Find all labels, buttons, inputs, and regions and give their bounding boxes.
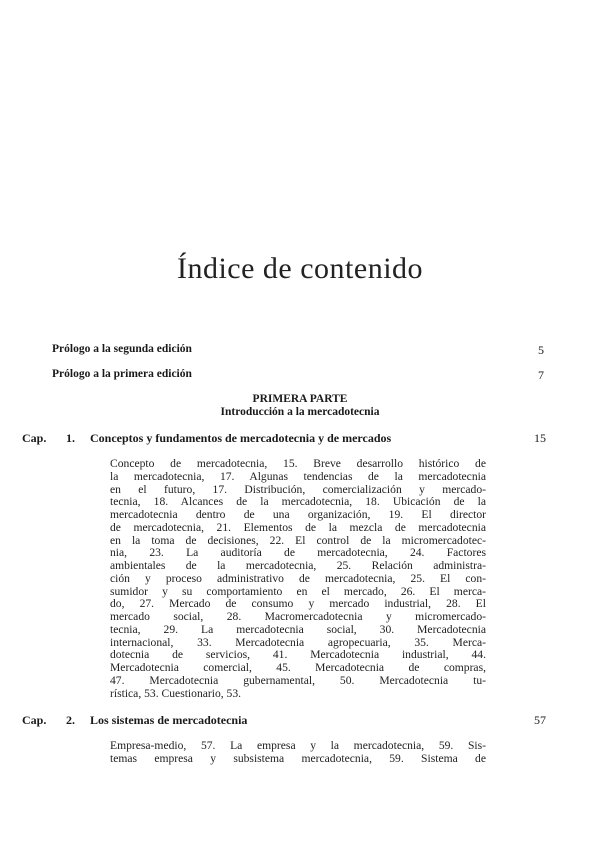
chapter-page: 57 — [534, 713, 546, 727]
contents-line: en el futuro, 17. Distribución, comercialización y mercado- — [110, 482, 486, 496]
contents-line: Concepto de mercadotecnia, 15. Breve desarrollo histórico de — [110, 457, 486, 470]
contents-line: de mercadotecnia, 21. Elementos de la mezcla de mercadotecnia — [110, 520, 486, 534]
chapter-page: 15 — [534, 431, 546, 445]
contents-line: Empresa-medio, 57. La empresa y la mercadotecnia, 59. Sis- — [110, 739, 486, 752]
contents-line: nia, 23. La auditoría de mercadotecnia, 24. Factores — [110, 546, 486, 560]
contents-line: tecnia, 18. Alcances de la mercadotecnia, 18. Ubicación de la — [110, 495, 486, 509]
toc-entry-prologo-primera[interactable] — [52, 368, 544, 383]
toc-entry-prologo-segunda[interactable] — [52, 343, 544, 358]
contents-line: rística, 53. Cuestionario, 53. — [110, 686, 242, 700]
contents-line: dotecnia de servicios, 41. Mercadotecnia industrial, 44. — [110, 648, 486, 662]
chapter-1-heading[interactable] — [22, 431, 546, 446]
contents-line: ción y proceso administrativo de mercadotecnia, 25. El con- — [110, 571, 486, 585]
toc-entry-label: Prólogo a la segunda edición — [52, 343, 192, 355]
contents-line: Mercadotecnia comercial, 45. Mercadotecnia de compras, — [110, 661, 486, 674]
contents-line: 47. Mercadotecnia gubernamental, 50. Mercadotecnia tu- — [110, 673, 486, 687]
contents-line: tecnia, 29. La mercadotecnia social, 30. Mercadotecnia — [110, 622, 486, 636]
part-subtitle: Introducción a la mercadotecnia — [220, 406, 380, 418]
chapter-title: Conceptos y fundamentos de mercadotecnia y de mercados — [90, 431, 392, 445]
contents-line: ambientales de la mercadotecnia, 25. Relación administra- — [110, 559, 486, 572]
contents-line: la mercadotecnia, 17. Algunas tendencias de la mercadotecnia — [110, 469, 486, 483]
chapter-number: 1. — [66, 431, 75, 445]
contents-line: en la toma de decisiones, 22. El control de la micromercadotec- — [110, 533, 486, 547]
toc-entry-label: Prólogo a la primera edición — [52, 368, 192, 380]
toc-entry-page: 5 — [538, 343, 544, 357]
chapter-2-heading[interactable] — [22, 713, 546, 728]
chapter-1-contents — [110, 458, 486, 700]
contents-line: temas empresa y subsistema mercadotecnia, 59. Sistema de — [110, 751, 486, 765]
part-heading: PRIMERA PARTE — [252, 393, 348, 405]
chapter-cap-label: Cap. — [22, 713, 47, 727]
contents-line: mercado social, 28. Macromercadotecnia y micromercado- — [110, 610, 486, 623]
contents-line: do, 27. Mercado de consumo y mercado industrial, 28. El — [110, 597, 486, 611]
contents-line: mercadotecnia dentro de una organización, 19. El director — [110, 508, 486, 521]
toc-entry-page: 7 — [538, 368, 544, 382]
chapter-number: 2. — [66, 713, 75, 727]
chapter-cap-label: Cap. — [22, 431, 47, 445]
chapter-2-contents — [110, 740, 486, 766]
chapter-title: Los sistemas de mercadotecnia — [90, 713, 248, 727]
page-title: Índice de contenido — [176, 252, 424, 285]
contents-line: internacional, 33. Mercadotecnia agropecuaria, 35. Merca- — [110, 635, 486, 649]
contents-line: sumidor y su comportamiento en el mercado, 26. El merca- — [110, 584, 486, 598]
